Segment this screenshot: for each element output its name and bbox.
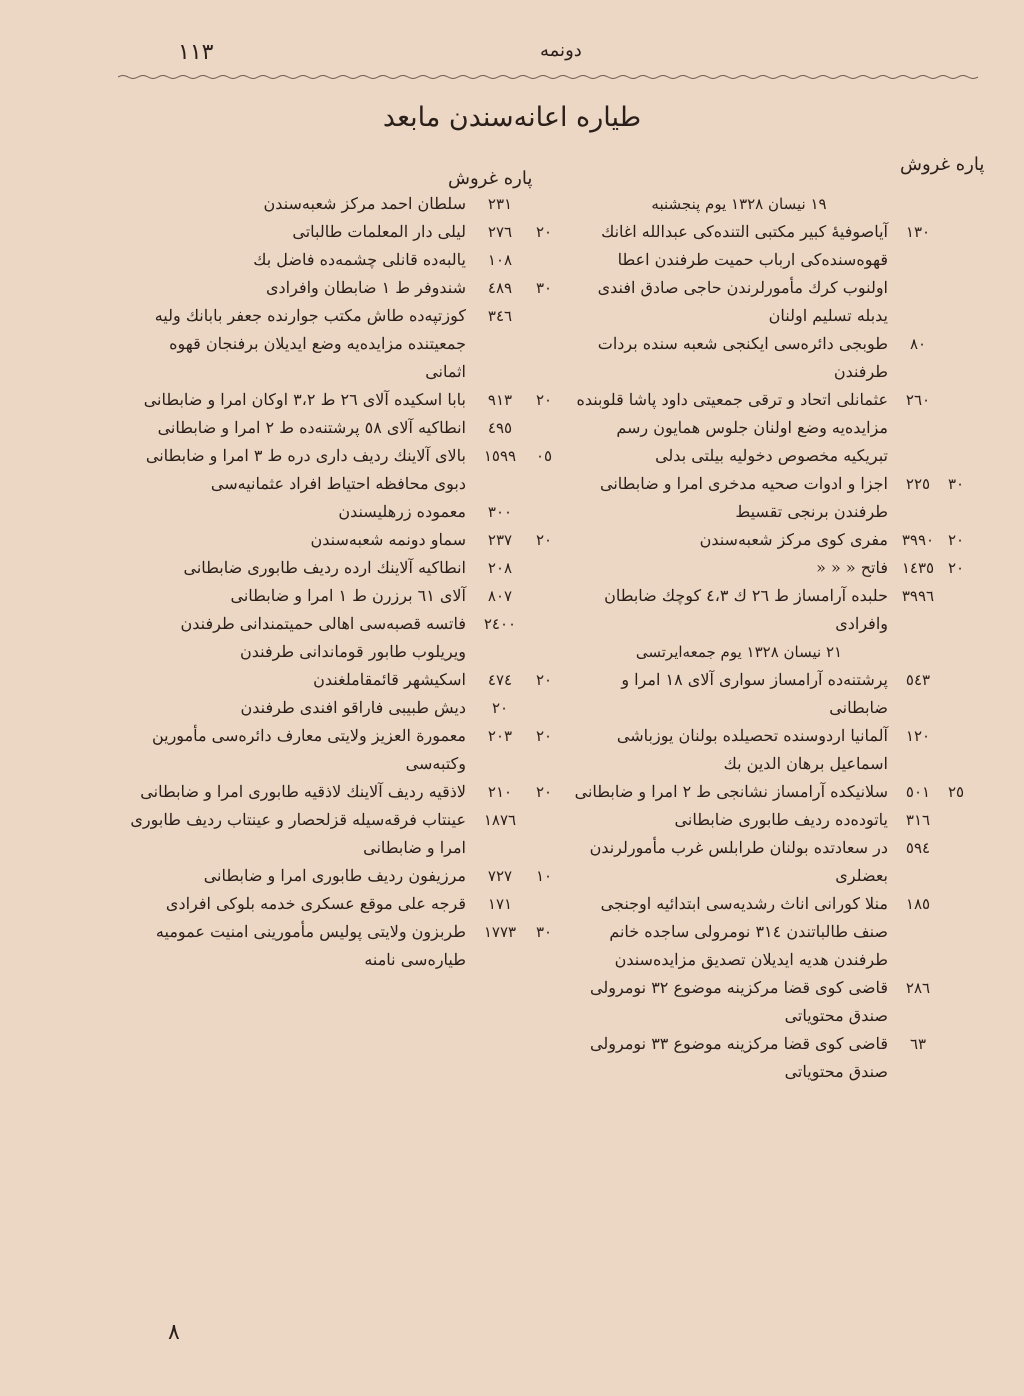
para-amount: ٢٠: [535, 783, 553, 801]
para-amount: ٣٠: [535, 923, 553, 941]
para-amount: [942, 666, 970, 722]
ghurush-amount: ٥٩٤: [905, 839, 931, 857]
para-amount: [528, 554, 560, 582]
para-amount: [942, 218, 970, 330]
para-amount: [528, 610, 560, 666]
para-amount: ٢٠: [535, 391, 553, 409]
ledger-entry: [128, 666, 560, 694]
ledger-entry: [128, 442, 560, 498]
entry-text: يالبه‌ده قانلى چشمه‌ده فاضل بك: [253, 250, 466, 269]
ledger-entry: [568, 582, 970, 638]
para-amount: [528, 582, 560, 610]
ledger-entry: [128, 386, 560, 414]
para-amount: ٢٠: [535, 223, 553, 241]
entry-text: در سعادتده بولنان طرابلس غرب مأمورلرندن بعضلرى: [589, 838, 888, 885]
amount-cell: [470, 918, 560, 974]
para-amount: ١٠: [535, 867, 553, 885]
ghurush-amount: ٥٠١: [905, 783, 931, 801]
ledger-entry: [568, 806, 970, 834]
para-amount: [942, 386, 970, 470]
entry-text: ياتوده‌ده رديف طابورى ضابطانى: [674, 810, 888, 829]
ghurush-amount: ٤٨٩: [487, 279, 513, 297]
entry-text: انطاكيه آلاينك ارده رديف طابورى ضابطانى: [183, 558, 466, 577]
para-amount: [942, 974, 970, 1030]
ghurush-amount: ١٨٥: [905, 895, 931, 913]
amount-cell: [892, 722, 970, 778]
entry-text: آلمانيا اردوسنده تحصيلده بولنان يوزباشى اسماعيل برهان الدين بك: [616, 726, 888, 773]
para-amount: ٢٠: [947, 559, 965, 577]
ghurush-amount: ٢٧٦: [487, 223, 513, 241]
ledger-entry: [568, 554, 970, 582]
right-column: [568, 190, 970, 1086]
para-amount: [528, 694, 560, 722]
ledger-entry: [568, 778, 970, 806]
folio-number: ٨: [168, 1320, 180, 1345]
amount-cell: [892, 806, 970, 834]
entry-text: منلا كورانى اناث رشديه‌سى ابتدائيه اوجنجى صنف طالباتندن ٣١٤ نومرولى ساجده خانم طرفندن هديه ايديلان تصديق مزايده‌سندن: [600, 894, 888, 969]
para-amount: [528, 498, 560, 526]
entry-text: عينتاب فرقه‌سيله قزلحصار و عينتاب رديف طابورى امرا و ضابطانى: [130, 810, 466, 857]
ledger-entry: [128, 218, 560, 246]
entry-text: فاتسه قصبه‌سى اهالى حميتمندانى طرفندن ويريلوب طابور قوماندانى طرفندن: [180, 614, 466, 661]
ledger-entry: [128, 778, 560, 806]
ledger-entry: [128, 498, 560, 526]
amount-cell: [470, 778, 560, 806]
ledger-entry: [568, 1030, 970, 1086]
ledger-entry: [128, 694, 560, 722]
running-title: دونمه: [540, 40, 582, 61]
ledger-entry: [568, 330, 970, 386]
right-column-header: پاره غروش: [900, 154, 985, 175]
amount-cell: [892, 526, 970, 554]
entry-text: اجزا و ادوات صحيه مدخرى امرا و ضابطانى طرفندن برنجى تقسيط: [600, 474, 888, 521]
para-amount: ٣٠: [947, 475, 965, 493]
amount-cell: [470, 302, 560, 386]
amount-cell: [892, 666, 970, 722]
para-amount: [942, 890, 970, 974]
amount-cell: [892, 554, 970, 582]
ghurush-amount: ٨٠٧: [487, 587, 513, 605]
amount-cell: [470, 526, 560, 554]
entry-text: مفرى كوى مركز شعبه‌سندن: [699, 530, 888, 549]
header-rule: [118, 74, 978, 80]
ghurush-amount: ٨٠: [909, 335, 927, 353]
entry-text: شندوفر ط ١ ضابطان وافرادى: [266, 278, 466, 297]
ghurush-amount: ٢٦٠: [905, 391, 931, 409]
ghurush-amount: ٢٠٨: [487, 559, 513, 577]
amount-cell: [892, 218, 970, 330]
ghurush-amount: ٤٩٥: [487, 419, 513, 437]
para-amount: [528, 890, 560, 918]
left-column: [128, 190, 560, 974]
para-amount: ٢٠: [535, 671, 553, 689]
entry-text: كوزتپه‌ده طاش مكتب جوارنده جعفر بابانك وليه جمعيتنده مزايده‌يه وضع ايديلان برفنجان قهوه اثمانى: [154, 306, 466, 381]
date-heading: ٢١ نيسان ١٣٢٨ يوم جمعه‌ايرتسى: [635, 643, 843, 661]
entry-text: طربزون ولايتى پوليس مأمورينى امنيت عموميه طياره‌سى نامنه: [155, 922, 466, 969]
entry-text: پرشتنه‌ده آرامساز سوارى آلاى ١٨ امرا و ضابطانى: [621, 670, 888, 717]
ledger-entry: [128, 302, 560, 386]
para-amount: [942, 582, 970, 638]
amount-cell: [892, 1030, 970, 1086]
amount-cell: [470, 862, 560, 890]
ledger-entry: [128, 890, 560, 918]
ghurush-amount: ٣٩٩٦: [901, 587, 935, 605]
ledger-entry: [568, 470, 970, 526]
ledger-entry: [128, 526, 560, 554]
amount-cell: [470, 274, 560, 302]
ledger-entry: [568, 890, 970, 974]
amount-cell: [470, 554, 560, 582]
amount-cell: [470, 190, 560, 218]
entry-text: آياصوفيهٔ كبير مكتبى التنده‌كى عبدالله اغانك قهوه‌سنده‌كى ارباب حميت طرفندن اعطا اولنوب كرك مأمورلرندن حاجى صادق افندى يدبله تسليم اولنان: [597, 222, 888, 325]
ledger-entry: [568, 834, 970, 890]
entry-text: سلانيكده آرامساز نشانجى ط ٢ امرا و ضابطانى: [574, 782, 888, 801]
para-amount: ٢٠: [947, 531, 965, 549]
para-amount: ٢٠: [535, 531, 553, 549]
ghurush-amount: ٩١٣: [487, 391, 513, 409]
page-number: ١١٣: [178, 40, 214, 65]
ledger-entry: [568, 386, 970, 470]
para-amount: ٢٠: [535, 727, 553, 745]
amount-cell: [470, 386, 560, 414]
ledger-entry: [568, 722, 970, 778]
ghurush-amount: ٢٠: [491, 699, 509, 717]
para-amount: [528, 190, 560, 218]
amount-cell: [470, 806, 560, 862]
amount-cell: [892, 330, 970, 386]
entry-text: انطاكيه آلاى ٥٨ پرشتنه‌ده ط ٢ امرا و ضابطانى: [157, 418, 466, 437]
ledger-entry: [128, 554, 560, 582]
entry-text: قرجه على موقع عسكرى خدمه بلوكى افرادى: [165, 894, 466, 913]
entry-text: سلطان احمد مركز شعبه‌سندن: [263, 194, 466, 213]
ghurush-amount: ٧٢٧: [487, 867, 513, 885]
amount-cell: [470, 722, 560, 778]
amount-cell: [892, 834, 970, 890]
ledger-entry: [128, 806, 560, 862]
amount-cell: [470, 890, 560, 918]
para-amount: ٢٥: [947, 783, 965, 801]
ghurush-amount: ٢٨٦: [905, 979, 931, 997]
entry-text: ديش طبيبى فاراقو افندى طرفندن: [240, 698, 466, 717]
amount-cell: [470, 442, 560, 498]
amount-cell: [892, 386, 970, 470]
ghurush-amount: ١٧٧٣: [483, 923, 517, 941]
amount-cell: [892, 974, 970, 1030]
entry-text: معموده زرهليسندن: [338, 502, 466, 521]
ghurush-amount: ٢٠٣: [487, 727, 513, 745]
para-amount: [528, 414, 560, 442]
ghurush-amount: ٣٠٠: [487, 503, 513, 521]
entry-text: قاضى كوى قضا مركزينه موضوع ٣٢ نومرولى صندق محتوياتى: [590, 978, 888, 1025]
amount-cell: [470, 414, 560, 442]
ghurush-amount: ٢٢٥: [905, 475, 931, 493]
ledger-entry: [128, 722, 560, 778]
ledger-entry: [568, 666, 970, 722]
entry-text: معمورة العزيز ولايتى معارف دائره‌سى مأمورين وكتبه‌سى: [151, 726, 466, 773]
para-amount: [942, 834, 970, 890]
ghurush-amount: ٣١٦: [905, 811, 931, 829]
para-amount: [942, 722, 970, 778]
ledger-entry: [568, 974, 970, 1030]
ghurush-amount: ١٥٩٩: [483, 447, 517, 465]
ghurush-amount: ٤٧٤: [487, 671, 513, 689]
ghurush-amount: ٢١٠: [487, 783, 513, 801]
ledger-entry: [128, 414, 560, 442]
ghurush-amount: ٣٤٦: [487, 307, 513, 325]
para-amount: [528, 302, 560, 386]
para-amount: ٠٥: [535, 447, 553, 465]
entry-text: مرزيفون رديف طابورى امرا و ضابطانى: [203, 866, 466, 885]
page-title: طياره اعانه‌سندن مابعد: [382, 102, 642, 133]
ghurush-amount: ١٢٠: [905, 727, 931, 745]
ghurush-amount: ٣٩٩٠: [901, 531, 935, 549]
ledger-entry: [568, 526, 970, 554]
entry-text: فاتح « « «: [816, 558, 888, 577]
ghurush-amount: ٢٤٠٠: [483, 615, 517, 633]
entry-text: بالاى آلاينك رديف دارى دره ط ٣ امرا و ضابطانى دبوى محافظه احتياط افراد عثمانيه‌سى: [145, 446, 466, 493]
para-amount: [942, 330, 970, 386]
amount-cell: [470, 694, 560, 722]
ghurush-amount: ١٠٨: [487, 251, 513, 269]
amount-cell: [470, 246, 560, 274]
amount-cell: [470, 218, 560, 246]
entry-text: حلبده آرامساز ط ٢٦ ك ٤،٣ كوچك ضابطان وافرادى: [604, 586, 888, 633]
ledger-entry: [128, 246, 560, 274]
entry-text: عثمانلى اتحاد و ترقى جمعيتى داود پاشا قلوبنده مزايده‌يه وضع اولنان جلوس همايون رسم تبريكيه مخصوص دخوليه بيلتى بدلى: [576, 390, 888, 465]
entry-text: ليلى دار المعلمات طالباتى: [292, 222, 466, 241]
ghurush-amount: ١٨٧٦: [483, 811, 517, 829]
ledger-entry: [128, 918, 560, 974]
ledger-entry: [128, 274, 560, 302]
ledger-entry: [568, 218, 970, 330]
entry-text: طوبجى دائره‌سى ايكنجى شعبه سنده بردات طرفندن: [597, 334, 888, 381]
entry-text: قاضى كوى قضا مركزينه موضوع ٣٣ نومرولى صندق محتوياتى: [590, 1034, 888, 1081]
entry-text: آلاى ٦١ برزرن ط ١ امرا و ضابطانى: [230, 586, 466, 605]
para-amount: [942, 806, 970, 834]
para-amount: [528, 246, 560, 274]
ghurush-amount: ١٣٠: [905, 223, 931, 241]
amount-cell: [892, 778, 970, 806]
ledger-entry: [128, 610, 560, 666]
amount-cell: [470, 666, 560, 694]
entry-text: سماو دونمه شعبه‌سندن: [310, 530, 466, 549]
ledger-entry: [128, 862, 560, 890]
entry-text: بابا اسكيده آلاى ٢٦ ط ٣،٢ اوكان امرا و ضابطانى: [143, 390, 466, 409]
para-amount: [528, 806, 560, 862]
ghurush-amount: ١٧١: [487, 895, 513, 913]
entry-text: اسكيشهر قائمقاملغندن: [313, 670, 466, 689]
date-heading: ١٩ نيسان ١٣٢٨ يوم پنجشنبه: [651, 195, 827, 213]
ghurush-amount: ١٤٣٥: [901, 559, 935, 577]
amount-cell: [470, 610, 560, 666]
amount-cell: [892, 470, 970, 526]
left-column-header: پاره غروش: [448, 168, 533, 189]
amount-cell: [470, 498, 560, 526]
ledger-entry: [128, 582, 560, 610]
amount-cell: [892, 582, 970, 638]
ledger-entry: [128, 190, 560, 218]
ghurush-amount: ٢٣٧: [487, 531, 513, 549]
entry-text: لاذقيه رديف آلاينك لاذقيه طابورى امرا و ضابطانى: [140, 782, 466, 801]
amount-cell: [892, 890, 970, 974]
ghurush-amount: ٥٤٣: [905, 671, 931, 689]
ghurush-amount: ٢٣١: [487, 195, 513, 213]
amount-cell: [470, 582, 560, 610]
ghurush-amount: ٦٣: [909, 1035, 927, 1053]
para-amount: ٣٠: [535, 279, 553, 297]
para-amount: [942, 1030, 970, 1086]
